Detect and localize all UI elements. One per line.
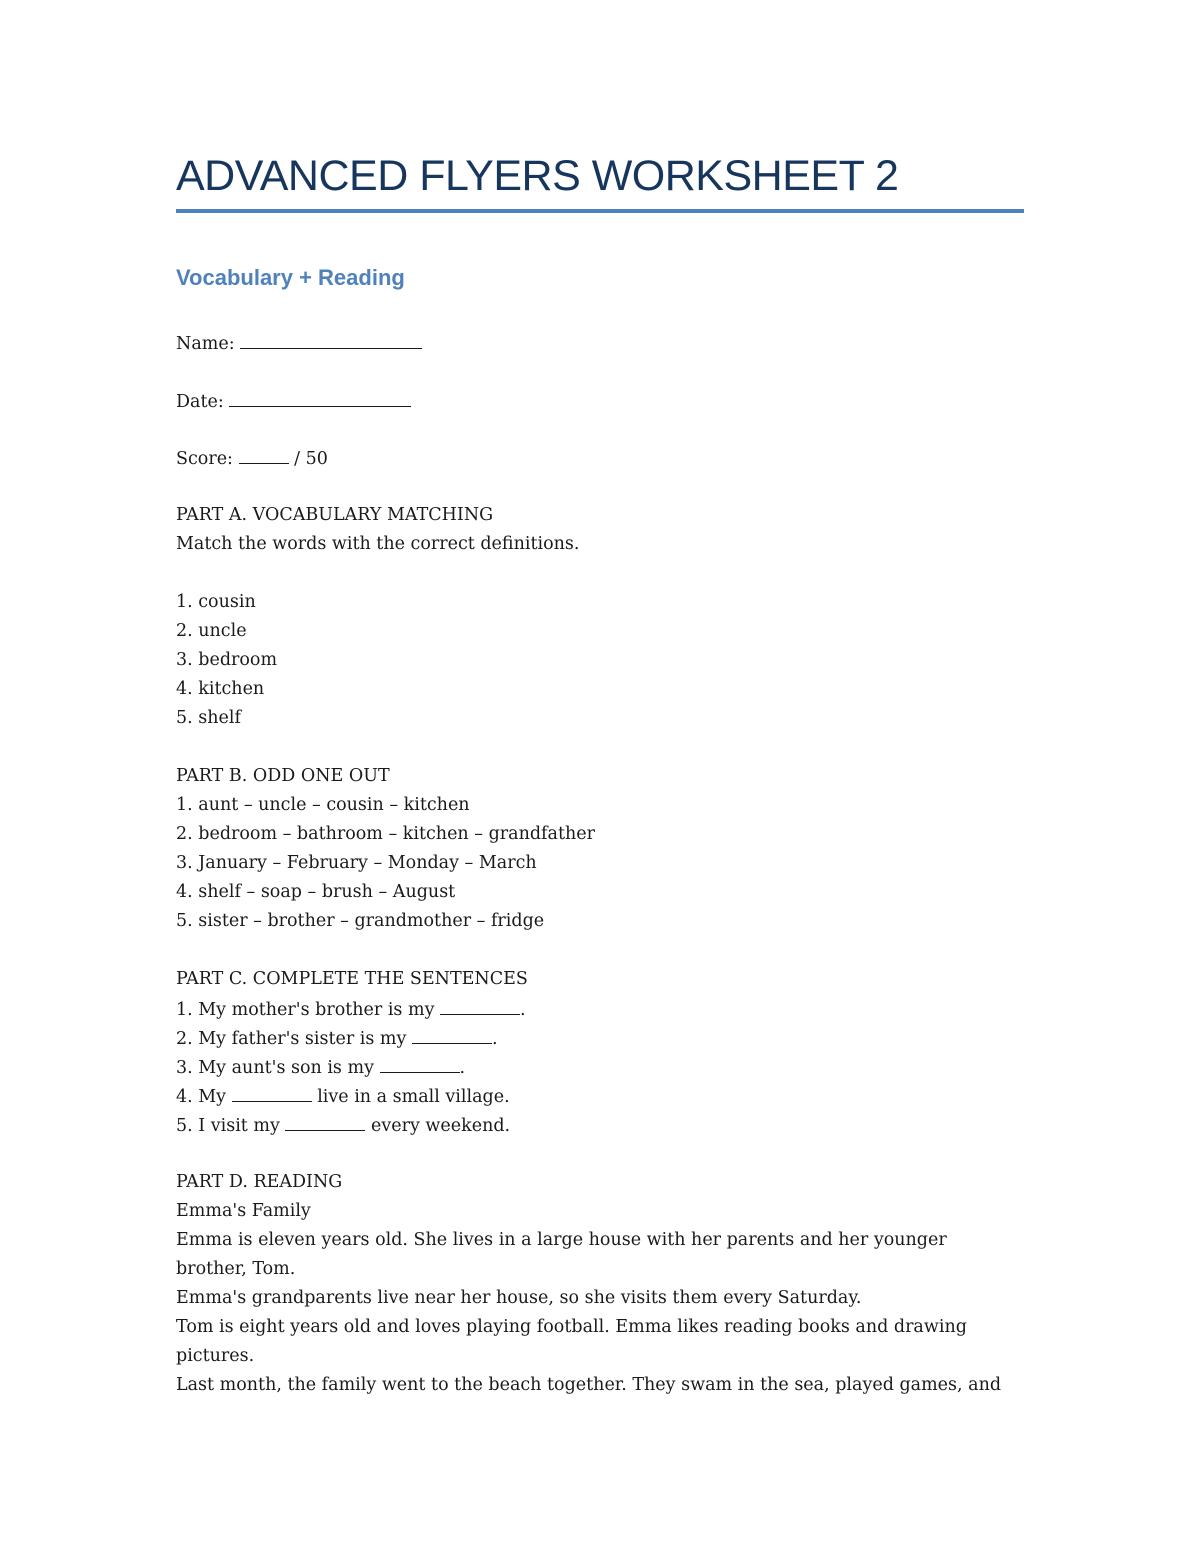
answer-blank[interactable] [380,1052,460,1073]
part-b-heading: PART B. ODD ONE OUT [176,766,390,786]
sentence-start: 3. My aunt's son is my [176,1058,380,1078]
list-item [176,994,526,1025]
list-item: 1. cousin [176,592,256,612]
page-title: ADVANCED FLYERS WORKSHEET 2 [176,152,899,200]
part-d-heading: PART D. READING [176,1172,343,1192]
sentence-end: . [459,1058,466,1078]
story-title: Emma's Family [176,1201,311,1221]
part-a-heading: PART A. VOCABULARY MATCHING [176,505,494,525]
page-subtitle: Vocabulary + Reading [176,265,405,290]
story-line: Tom is eight years old and loves playing football. Emma likes reading books and drawing [176,1317,967,1337]
score-total: / 50 [294,449,328,469]
list-item [176,1052,465,1083]
date-label: Date: [176,392,224,412]
date-field [176,386,411,417]
story-line: Emma's grandparents live near her house, so she visits them every Saturday. [176,1288,862,1308]
list-item: 1. aunt – uncle – cousin – kitchen [176,795,470,815]
sentence-end: . [491,1029,498,1049]
date-blank[interactable] [229,386,411,407]
list-item [176,1110,510,1141]
answer-blank[interactable] [285,1110,365,1131]
list-item: 4. shelf – soap – brush – August [176,882,456,902]
list-item: 5. sister – brother – grandmother – fridge [176,911,545,931]
list-item: 2. bedroom – bathroom – kitchen – grandfather [176,824,595,844]
list-item: 2. uncle [176,621,247,641]
part-c-heading: PART C. COMPLETE THE SENTENCES [176,969,528,989]
answer-blank[interactable] [412,1023,492,1044]
sentence-start: 5. I visit my [176,1116,286,1136]
sentence-start: 2. My father's sister is my [176,1029,412,1049]
sentence-start: 1. My mother's brother is my [176,1000,441,1020]
list-item: 3. January – February – Monday – March [176,853,537,873]
name-label: Name: [176,334,235,354]
sentence-start: 4. My [176,1087,232,1107]
list-item: 4. kitchen [176,679,265,699]
name-blank[interactable] [240,328,422,349]
story-line: Emma is eleven years old. She lives in a large house with her parents and her younger [176,1230,947,1250]
score-label: Score: [176,449,233,469]
list-item [176,1081,510,1112]
name-field [176,328,422,359]
story-line: Last month, the family went to the beach together. They swam in the sea, played games, and [176,1375,1002,1395]
sentence-end: live in a small village. [311,1087,510,1107]
part-a-instruction: Match the words with the correct definitions. [176,534,580,554]
list-item [176,1023,498,1054]
sentence-end: . [520,1000,526,1020]
answer-blank[interactable] [232,1081,312,1102]
score-blank[interactable] [239,443,289,464]
score-field [176,443,328,474]
sentence-end: every weekend. [365,1116,511,1136]
answer-blank[interactable] [440,994,520,1015]
list-item: 3. bedroom [176,650,278,670]
story-line: brother, Tom. [176,1259,296,1279]
title-underline [176,209,1024,213]
story-line: pictures. [176,1346,255,1366]
list-item: 5. shelf [176,708,241,728]
